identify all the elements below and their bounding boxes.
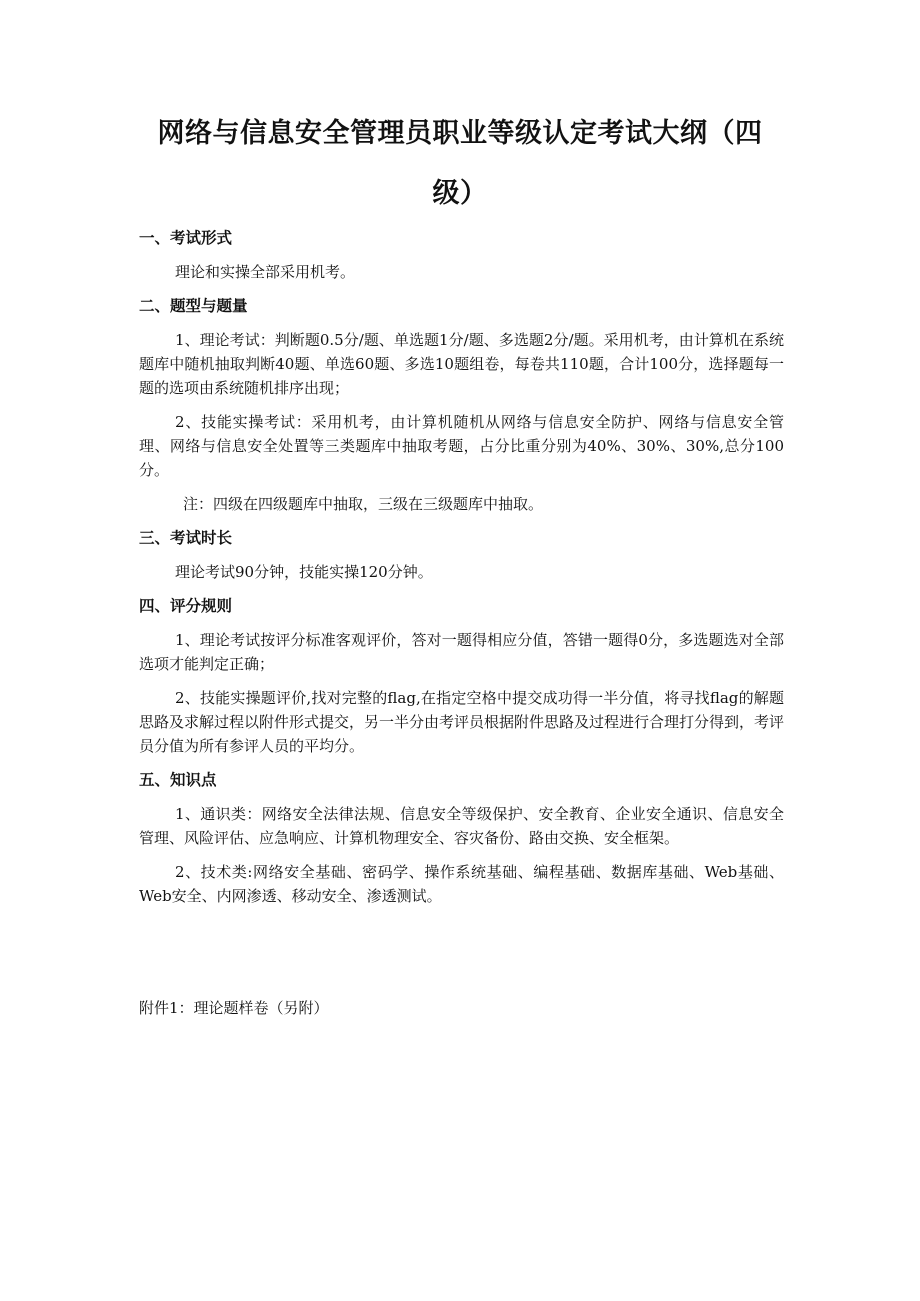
paragraph: 理论和实操全部采用机考。 <box>175 263 356 281</box>
paragraph: 1、通识类：网络安全法律法规、信息安全等级保护、安全教育、企业安全通识、信息安全管理、风险评估、应急响应、计算机物理安全、容灾备份、路由交换、安全框架。 <box>139 805 784 847</box>
paragraph: 1、理论考试按评分标准客观评价，答对一题得相应分值，答错一题得0分，多选题选对全部选项才能判定正确； <box>139 631 784 673</box>
section-heading-scoring-rules: 四、评分规则 <box>139 596 233 615</box>
section-heading-knowledge-points: 五、知识点 <box>139 770 217 789</box>
paragraph: 理论考试90分钟，技能实操120分钟。 <box>175 563 433 581</box>
note: 注：四级在四级题库中抽取，三级在三级题库中抽取。 <box>183 495 544 513</box>
document-body <box>139 226 784 918</box>
section-heading-exam-format: 一、考试形式 <box>139 228 233 247</box>
document-title: 网络与信息安全管理员职业等级认定考试大纲（四级） <box>157 118 763 209</box>
paragraph: 1、理论考试：判断题0.5分/题、单选题1分/题、多选题2分/题。采用机考，由计算机在系统题库中随机抽取判断40题、单选60题、多选10题组卷，每卷共110题，合计100分，选择题每一题的选项由系统随机排序出现； <box>139 331 784 397</box>
paragraph: 2、技能实操题评价,找对完整的flag,在指定空格中提交成功得一半分值，将寻找flag的解题思路及求解过程以附件形式提交，另一半分由考评员根据附件思路及过程进行合理打分得到，考评员分值为所有参评人员的平均分。 <box>139 689 785 755</box>
section-heading-question-types: 二、题型与题量 <box>139 296 248 315</box>
paragraph: 2、技术类:网络安全基础、密码学、操作系统基础、编程基础、数据库基础、Web基础、Web安全、内网渗透、移动安全、渗透测试。 <box>139 863 784 905</box>
paragraph: 2、技能实操考试：采用机考，由计算机随机从网络与信息安全防护、网络与信息安全管理、网络与信息安全处置等三类题库中抽取考题，占分比重分别为40%、30%、30%,总分100分。 <box>139 413 784 479</box>
section-heading-exam-duration: 三、考试时长 <box>139 528 233 547</box>
attachment-note: 附件1：理论题样卷（另附） <box>139 999 329 1017</box>
